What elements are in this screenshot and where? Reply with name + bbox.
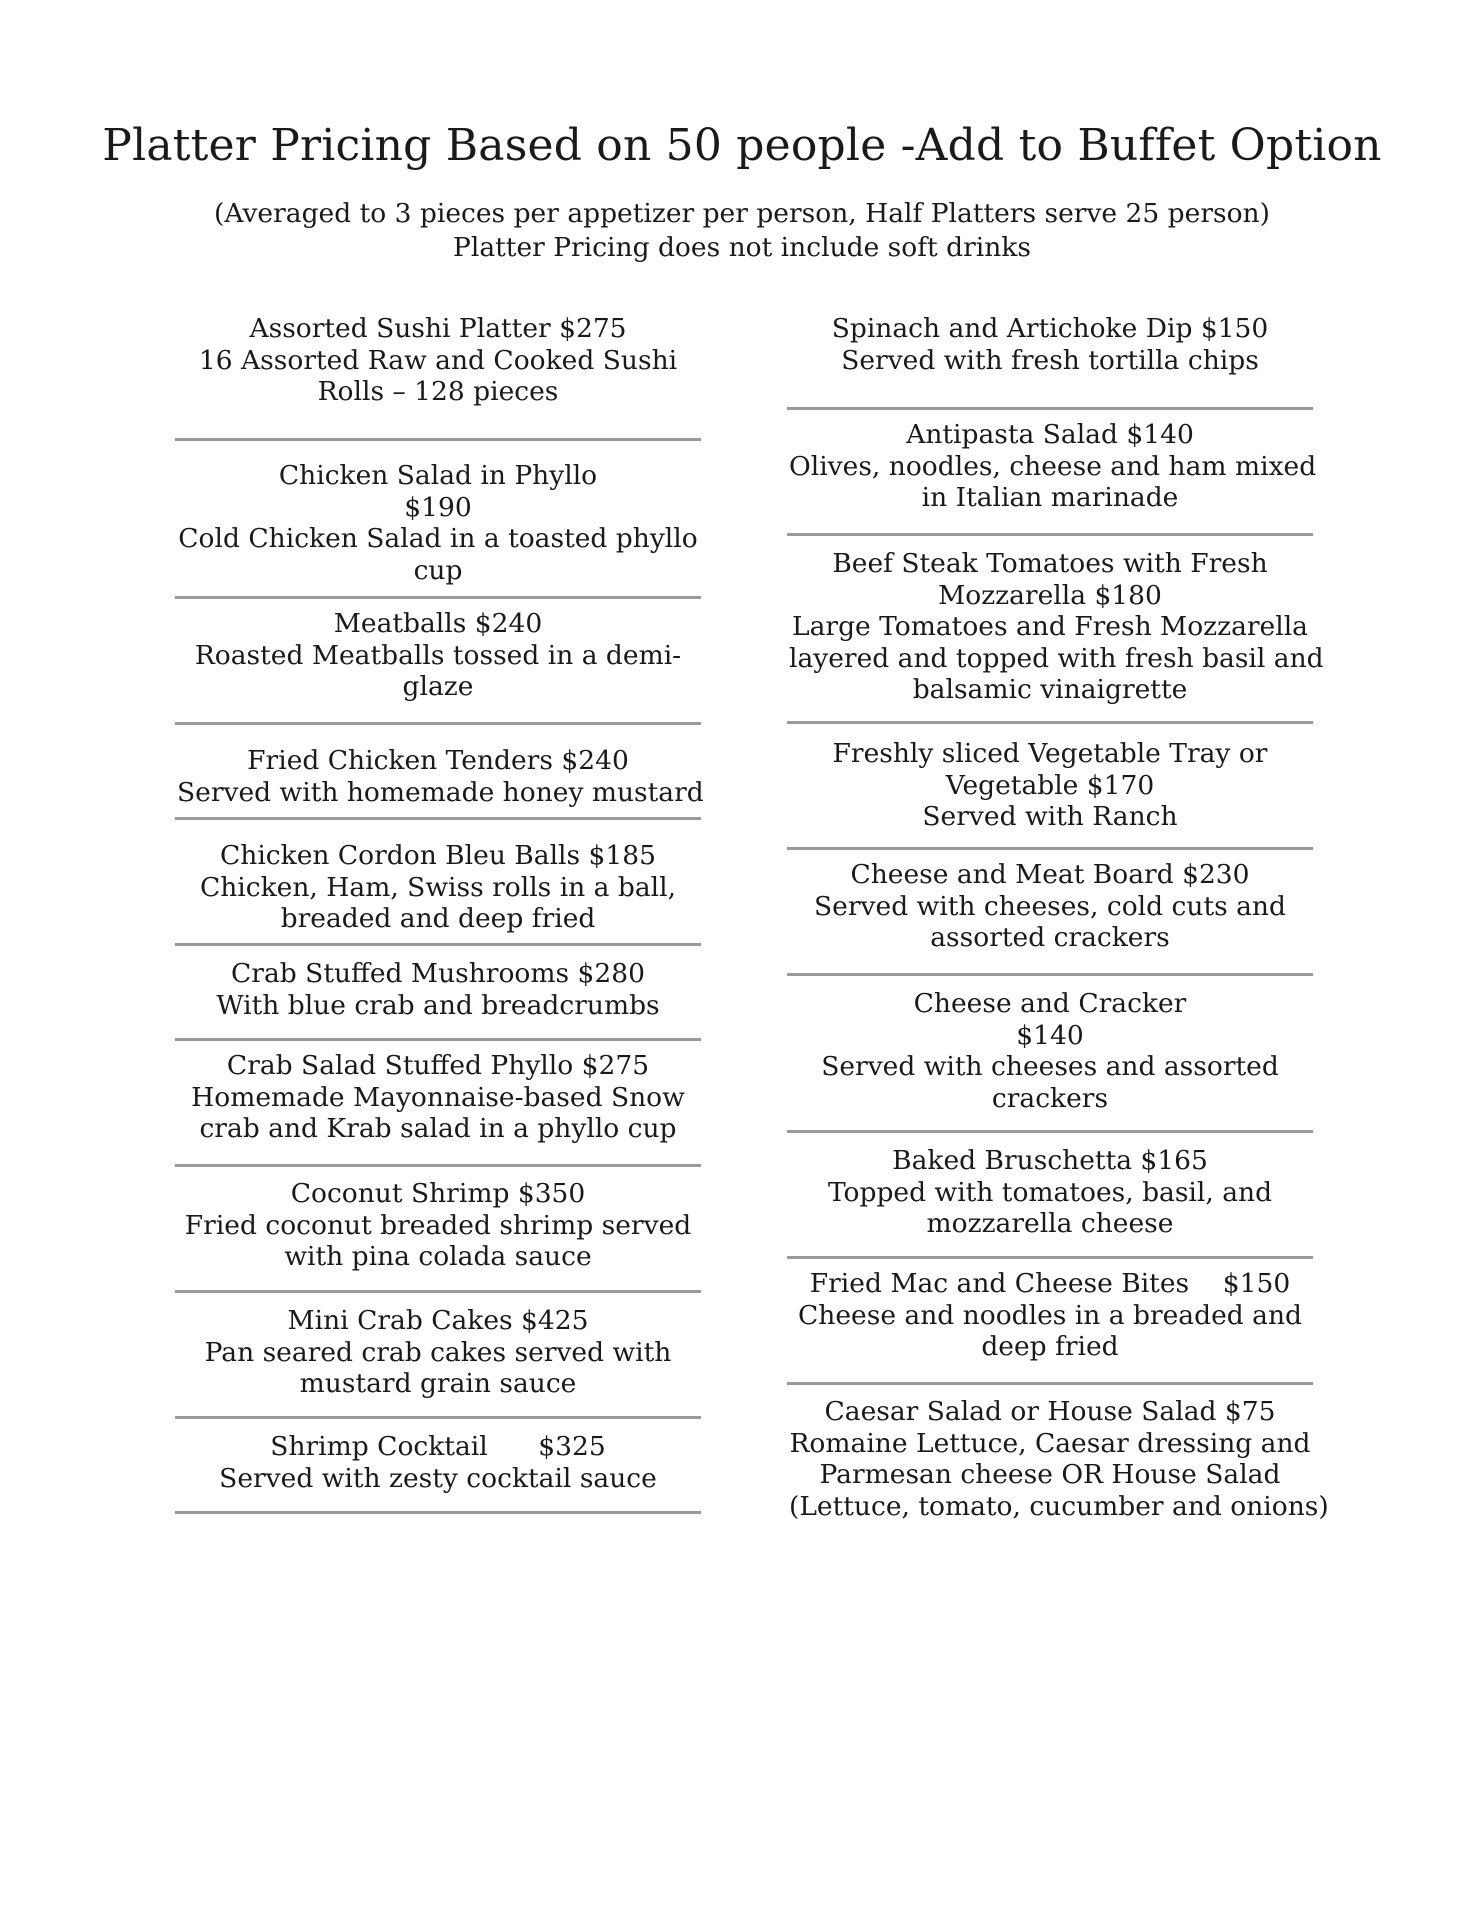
menu-item-name: Fried Chicken Tenders $240 xyxy=(247,745,629,776)
menu-item-name: Chicken Cordon Bleu Balls $185 xyxy=(219,840,656,871)
subtitle xyxy=(0,197,1484,265)
menu-item-description: crab and Krab salad in a phyllo cup xyxy=(199,1113,677,1144)
menu-item-description: layered and topped with fresh basil and xyxy=(789,642,1324,674)
menu-item-name: Crab Stuffed Mushrooms $280 xyxy=(231,958,645,989)
menu-item-name: Shrimp Cocktail $325 xyxy=(270,1431,606,1462)
menu-item-description: Large Tomatoes and Fresh Mozzarella xyxy=(792,611,1308,642)
menu-item-description: in Italian marinade xyxy=(921,482,1179,513)
menu-item-description: mustard grain sauce xyxy=(299,1368,577,1399)
menu-item-name: Mini Crab Cakes $425 xyxy=(287,1305,589,1336)
menu-item xyxy=(175,1419,701,1514)
menu-item-name: Coconut Shrimp $350 xyxy=(290,1178,586,1209)
menu-item-description: With blue crab and breadcrumbs xyxy=(216,989,660,1021)
menu-item-description: mozzarella cheese xyxy=(926,1208,1174,1239)
subtitle-line-1: (Averaged to 3 pieces per appetizer per person, Half Platters serve 25 person) xyxy=(214,198,1270,229)
menu-item-description: balsamic vinaigrette xyxy=(912,674,1188,705)
menu-item xyxy=(787,410,1317,536)
menu-item-description: crackers xyxy=(991,1082,1109,1114)
menu-item-description: breaded and deep fried xyxy=(280,903,596,934)
menu-item-name: Crab Salad Stuffed Phyllo $275 xyxy=(226,1050,650,1081)
menu-item-description: Pan seared crab cakes served with xyxy=(204,1336,672,1368)
menu-item xyxy=(175,441,701,599)
menu-item xyxy=(787,536,1324,724)
menu-item-description: Cheese and noodles in a breaded and xyxy=(798,1299,1302,1331)
right-menu-column xyxy=(787,313,1329,1540)
menu-item-name: Baked Bruschetta $165 xyxy=(892,1145,1208,1176)
menu-item xyxy=(175,1041,701,1167)
menu-item-name: Antipasta Salad $140 xyxy=(906,419,1194,450)
menu-item-description: (Lettuce, tomato, cucumber and onions) xyxy=(789,1490,1329,1522)
menu-item xyxy=(175,725,704,820)
menu-item-description: 16 Assorted Raw and Cooked Sushi xyxy=(198,344,678,376)
menu-item-description: Served with cheeses and assorted xyxy=(821,1051,1279,1082)
menu-item xyxy=(787,976,1313,1133)
menu-item-description: Homemade Mayonnaise-based Snow xyxy=(191,1081,685,1113)
menu-item-description: Topped with tomatoes, basil, and xyxy=(827,1176,1273,1208)
menu-item-description: Roasted Meatballs tossed in a demi- xyxy=(194,639,682,671)
menu-item-description: Romaine Lettuce, Caesar dressing and xyxy=(789,1427,1311,1459)
menu-item-description: Rolls – 128 pieces xyxy=(317,376,559,407)
menu-item-name: Assorted Sushi Platter $275 xyxy=(249,313,627,344)
menu-item-name: Cheese and Cracker xyxy=(913,988,1187,1019)
menu-item-description: Served with zesty cocktail sauce xyxy=(219,1462,657,1494)
menu-item xyxy=(787,1259,1313,1385)
menu-item-name: Spinach and Artichoke Dip $150 xyxy=(831,313,1269,344)
menu-item-description: $190 xyxy=(404,491,472,523)
menu-item-description: with pina colada sauce xyxy=(284,1241,592,1272)
menu-item-description: Fried coconut breaded shrimp served xyxy=(184,1209,692,1241)
menu-item-description: glaze xyxy=(402,671,474,702)
menu-item-name: Meatballs $240 xyxy=(333,608,543,639)
menu-item xyxy=(787,1385,1329,1540)
menu-item-description: $140 xyxy=(1016,1019,1084,1051)
menu-item xyxy=(175,599,701,725)
menu-item-description: deep fried xyxy=(981,1331,1119,1362)
menu-item-name: Chicken Salad in Phyllo xyxy=(278,460,598,491)
menu-item-description: cup xyxy=(413,554,463,586)
menu-item-description: Mozzarella $180 xyxy=(938,579,1162,611)
subtitle-line-2: Platter Pricing does not include soft drinks xyxy=(453,232,1031,263)
menu-item xyxy=(787,850,1313,976)
menu-item-name: Fried Mac and Cheese Bites $150 xyxy=(809,1268,1291,1299)
menu-item-description: Olives, noodles, cheese and ham mixed xyxy=(789,450,1317,482)
menu-item xyxy=(175,313,701,441)
menu-item-description: Served with Ranch xyxy=(922,801,1178,832)
menu-item xyxy=(175,946,701,1041)
menu-item-name: Freshly sliced Vegetable Tray or xyxy=(832,738,1268,769)
menu-item-description: Served with cheeses, cold cuts and xyxy=(814,890,1286,922)
menu-item-description: Served with homemade honey mustard xyxy=(177,776,704,808)
menu-item xyxy=(787,313,1313,410)
menu-item xyxy=(175,1293,701,1419)
menu-item-description: Served with fresh tortilla chips xyxy=(841,344,1259,376)
menu-item xyxy=(787,724,1313,850)
menu-item xyxy=(787,1133,1313,1259)
menu-item-description: assorted crackers xyxy=(930,922,1170,953)
menu-item-description: Cold Chicken Salad in a toasted phyllo xyxy=(178,523,698,554)
menu-item xyxy=(175,820,701,946)
menu-item-description: Parmesan cheese OR House Salad xyxy=(819,1459,1281,1490)
page-title: Platter Pricing Based on 50 people -Add to Buffet Option xyxy=(102,120,1382,171)
menu-item-name: Cheese and Meat Board $230 xyxy=(850,859,1250,890)
left-menu-column xyxy=(175,313,704,1514)
menu-item-name: Caesar Salad or House Salad $75 xyxy=(824,1396,1276,1427)
menu-item-description: Vegetable $170 xyxy=(945,769,1155,801)
menu-item-description: Chicken, Ham, Swiss rolls in a ball, xyxy=(199,871,677,903)
menu-item xyxy=(175,1167,701,1293)
menu-item-name: Beef Steak Tomatoes with Fresh xyxy=(832,548,1268,579)
